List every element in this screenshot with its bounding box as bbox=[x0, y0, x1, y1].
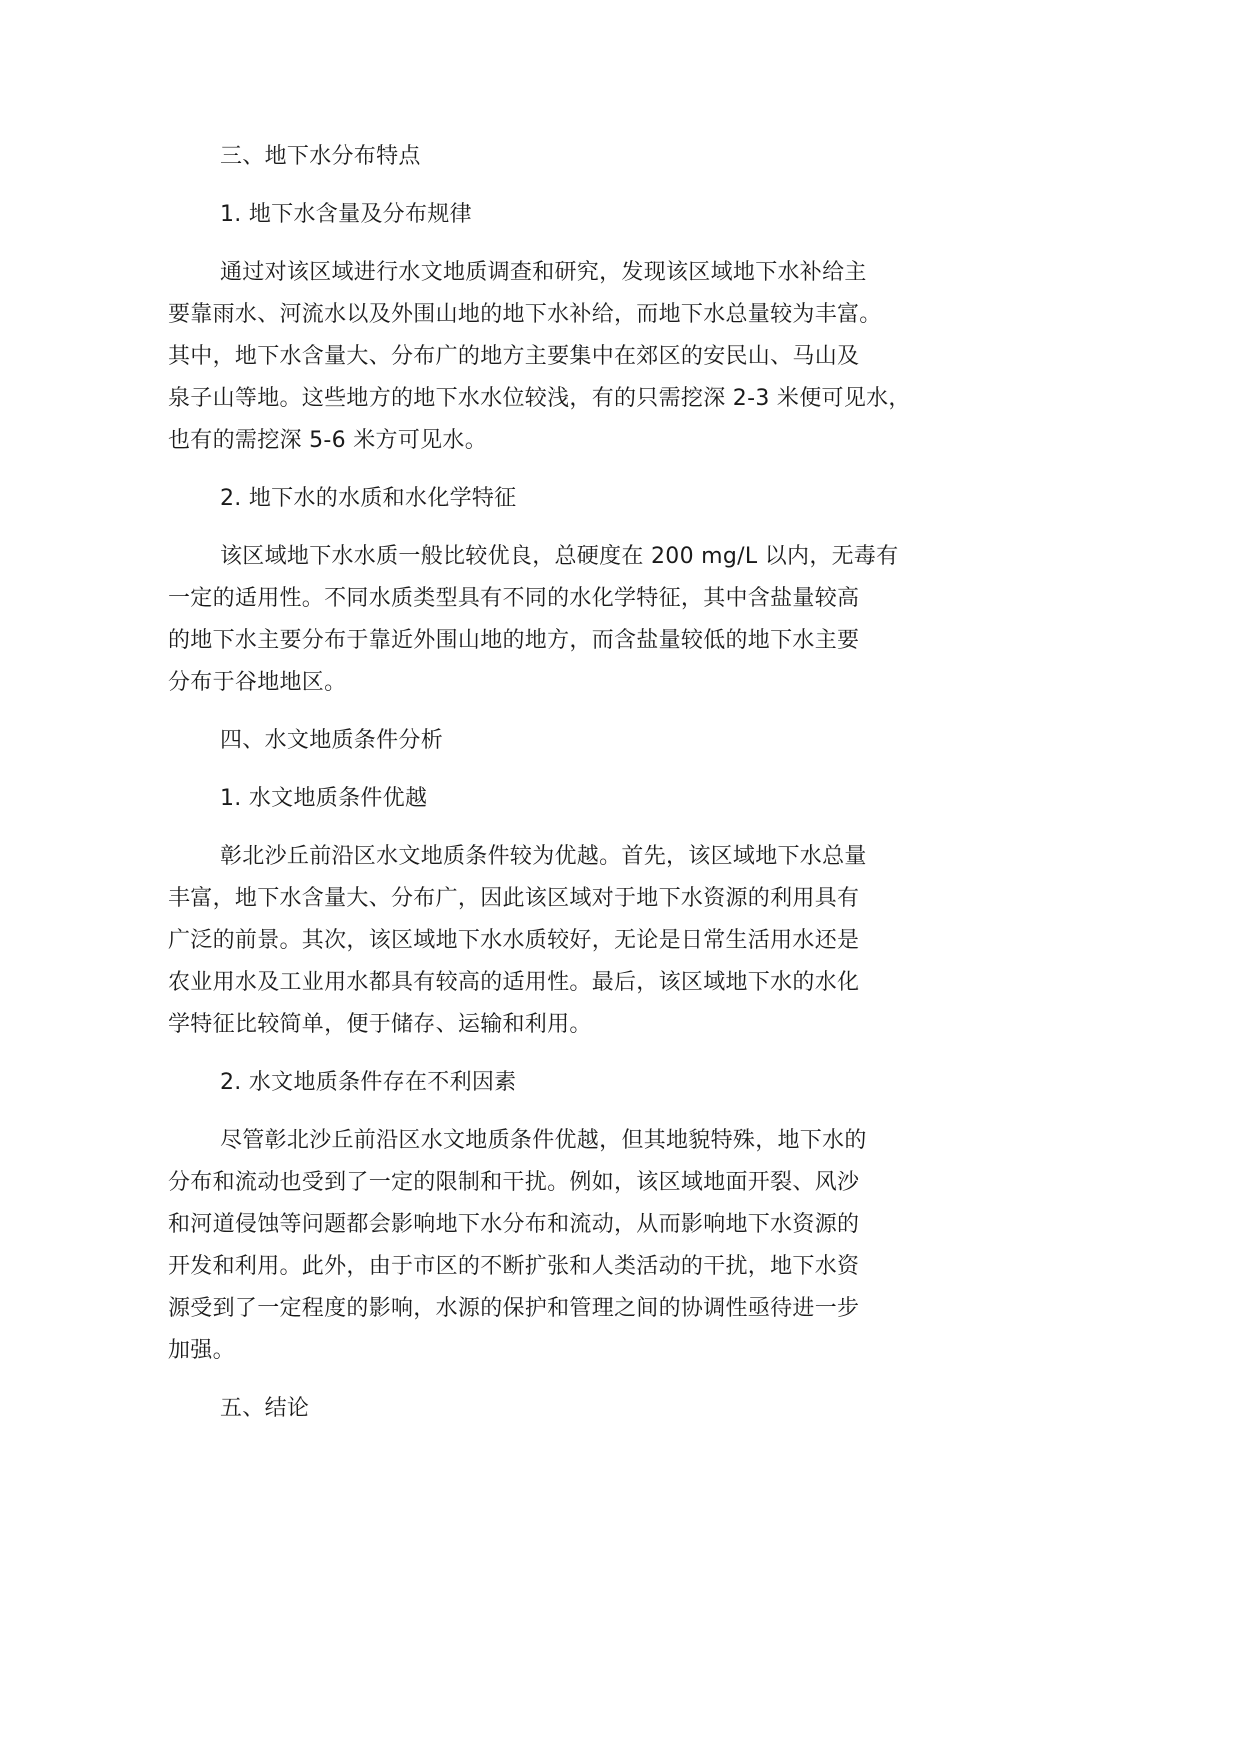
paragraph-line: 学特征比较简单，便于储存、运输和利用。 bbox=[168, 1012, 592, 1037]
paragraph-line: 通过对该区域进行水文地质调查和研究，发现该区域地下水补给主 bbox=[220, 260, 867, 285]
section-3-1-heading: 1. 地下水含量及分布规律 bbox=[220, 202, 472, 227]
paragraph-line: 泉子山等地。这些地方的地下水水位较浅，有的只需挖深 2-3 米便可见水， bbox=[168, 386, 911, 411]
paragraph-line: 尽管彰北沙丘前沿区水文地质条件优越，但其地貌特殊，地下水的 bbox=[220, 1128, 867, 1153]
section-3-1-paragraph bbox=[168, 252, 958, 462]
section-4-1-paragraph bbox=[168, 836, 958, 1046]
section-4-2-paragraph bbox=[168, 1120, 958, 1372]
paragraph-line: 要靠雨水、河流水以及外围山地的地下水补给，而地下水总量较为丰富。 bbox=[168, 302, 882, 327]
paragraph-line: 其中，地下水含量大、分布广的地方主要集中在郊区的安民山、马山及 bbox=[168, 344, 860, 369]
paragraph-line: 和河道侵蚀等问题都会影响地下水分布和流动，从而影响地下水资源的 bbox=[168, 1212, 860, 1237]
paragraph-line: 加强。 bbox=[168, 1338, 235, 1363]
section-4-heading: 四、水文地质条件分析 bbox=[220, 728, 444, 753]
section-3-2-heading: 2. 地下水的水质和水化学特征 bbox=[220, 486, 517, 511]
paragraph-line: 源受到了一定程度的影响，水源的保护和管理之间的协调性亟待进一步 bbox=[168, 1296, 860, 1321]
section-4-2-heading: 2. 水文地质条件存在不利因素 bbox=[220, 1070, 517, 1095]
section-5-heading: 五、结论 bbox=[220, 1396, 310, 1421]
paragraph-line: 分布和流动也受到了一定的限制和干扰。例如，该区域地面开裂、风沙 bbox=[168, 1170, 860, 1195]
paragraph-line: 农业用水及工业用水都具有较高的适用性。最后，该区域地下水的水化 bbox=[168, 970, 860, 995]
section-4-1-heading: 1. 水文地质条件优越 bbox=[220, 786, 428, 811]
paragraph-line: 分布于谷地地区。 bbox=[168, 670, 347, 695]
document-body bbox=[168, 136, 958, 1446]
paragraph-line: 也有的需挖深 5-6 米方可见水。 bbox=[168, 428, 488, 453]
paragraph-line: 丰富，地下水含量大、分布广，因此该区域对于地下水资源的利用具有 bbox=[168, 886, 860, 911]
paragraph-line: 一定的适用性。不同水质类型具有不同的水化学特征，其中含盐量较高 bbox=[168, 586, 860, 611]
paragraph-line: 开发和利用。此外，由于市区的不断扩张和人类活动的干扰，地下水资 bbox=[168, 1254, 860, 1279]
paragraph-line: 彰北沙丘前沿区水文地质条件较为优越。首先，该区域地下水总量 bbox=[220, 844, 867, 869]
paragraph-line: 的地下水主要分布于靠近外围山地的地方，而含盐量较低的地下水主要 bbox=[168, 628, 860, 653]
paragraph-line: 广泛的前景。其次，该区域地下水水质较好，无论是日常生活用水还是 bbox=[168, 928, 860, 953]
paragraph-line: 该区域地下水水质一般比较优良，总硬度在 200 mg/L 以内，无毒有 bbox=[220, 544, 899, 569]
section-3-heading: 三、地下水分布特点 bbox=[220, 144, 421, 169]
section-3-2-paragraph bbox=[168, 536, 958, 704]
